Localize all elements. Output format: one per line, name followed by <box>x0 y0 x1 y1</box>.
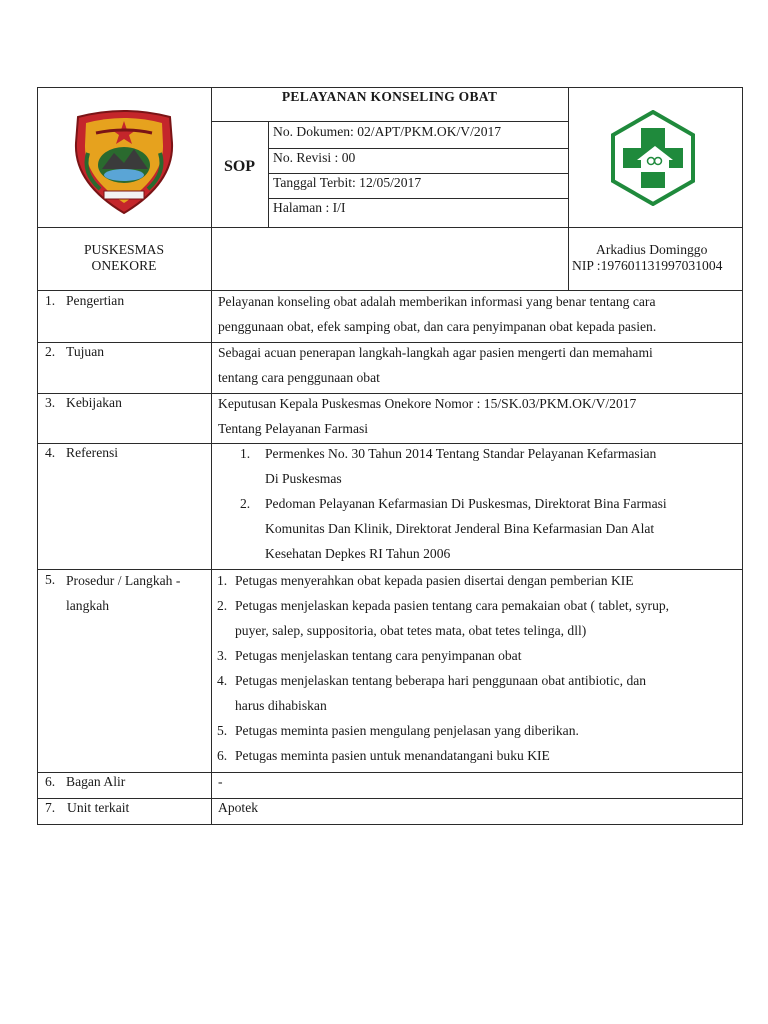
table-border-left <box>37 87 38 825</box>
section-number: 7. <box>45 800 56 815</box>
publish-date: Tanggal Terbit: 12/05/2017 <box>273 175 422 190</box>
section-number: 5. <box>45 572 56 587</box>
left-logo <box>70 103 178 217</box>
header-divider <box>268 198 568 199</box>
table-row-divider <box>37 772 743 773</box>
list-item: 3. Petugas menjelaskan tentang cara penyimpanan obat <box>217 648 522 663</box>
header-divider <box>211 121 568 122</box>
table-border-right <box>742 87 743 825</box>
table-row-divider <box>37 227 743 228</box>
signer-block <box>572 242 742 274</box>
signer-name: Arkadius Dominggo <box>596 242 708 257</box>
header-column-divider <box>268 121 269 228</box>
list-item: 1. Permenkes No. 30 Tahun 2014 Tentang Standar Pelayanan Kefarmasian Di Puskesmas <box>240 446 657 486</box>
section-label: Kebijakan <box>66 395 122 410</box>
sop-label: SOP <box>223 158 256 175</box>
table-border-bottom <box>37 824 743 825</box>
section-number: 3. <box>45 395 56 410</box>
list-item: 2. Pedoman Pelayanan Kefarmasian Di Puskesmas, Direktorat Bina Farmasi Komunitas Dan Klinik, Direktorat Jenderal Bina Kefarmasian Dan Alat Kesehatan Depkes RI Tahun 2006 <box>240 496 667 561</box>
page-number: Halaman : I/I <box>273 200 346 215</box>
regional-emblem-icon <box>70 103 178 217</box>
signer-nip: NIP :197601131997031004 <box>572 258 723 273</box>
table-column-divider <box>211 87 212 825</box>
section-label: Tujuan <box>66 344 105 359</box>
section-label: Referensi <box>66 445 119 460</box>
section-label: Prosedur / Langkah - langkah <box>66 573 181 613</box>
list-item: 4. Petugas menjelaskan tentang beberapa hari penggunaan obat antibiotic, dan harus dihabiskan <box>217 673 647 713</box>
header-divider <box>268 173 568 174</box>
right-logo <box>605 110 701 206</box>
section-text: Pelayanan konseling obat adalah memberikan informasi yang benar tentang cara penggunaan obat, efek samping obat, dan cara penyimpanan obat kepada pasien. <box>218 294 657 334</box>
section-text: Keputusan Kepala Puskesmas Onekore Nomor : 15/SK.03/PKM.OK/V/2017 Tentang Pelayanan Farmasi <box>218 396 637 436</box>
section-value: - <box>218 774 223 789</box>
list-item: 2. Petugas menjelaskan kepada pasien tentang cara pemakaian obat ( tablet, syrup, puyer, salep, suppositoria, obat tetes mata, obat tetes telinga, dll) <box>217 598 670 638</box>
section-number: 1. <box>45 293 56 308</box>
revision-number: No. Revisi : 00 <box>273 150 356 165</box>
section-value: Apotek <box>218 800 259 815</box>
page-title: PELAYANAN KONSELING OBAT <box>281 89 498 104</box>
section-label: Unit terkait <box>67 800 130 815</box>
table-column-divider <box>568 87 569 291</box>
table-row-divider <box>37 798 743 799</box>
document-number: No. Dokumen: 02/APT/PKM.OK/V/2017 <box>273 124 502 139</box>
list-item: 6. Petugas meminta pasien untuk menandatangani buku KIE <box>217 748 550 763</box>
section-number: 6. <box>45 774 56 789</box>
puskesmas-logo-icon <box>605 110 701 206</box>
header-divider <box>268 148 568 149</box>
section-text: Sebagai acuan penerapan langkah-langkah agar pasien mengerti dan memahami tentang cara penggunaan obat <box>218 345 653 385</box>
list-item: 5. Petugas meminta pasien mengulang penjelasan yang diberikan. <box>217 723 579 738</box>
section-label: Pengertian <box>66 293 125 308</box>
list-item: 1. Petugas menyerahkan obat kepada pasien disertai dengan pemberian KIE <box>217 573 634 588</box>
section-label: Bagan Alir <box>66 774 126 789</box>
section-number: 2. <box>45 344 56 359</box>
organization-name: PUSKESMAS ONEKORE <box>83 242 165 273</box>
section-number: 4. <box>45 445 56 460</box>
